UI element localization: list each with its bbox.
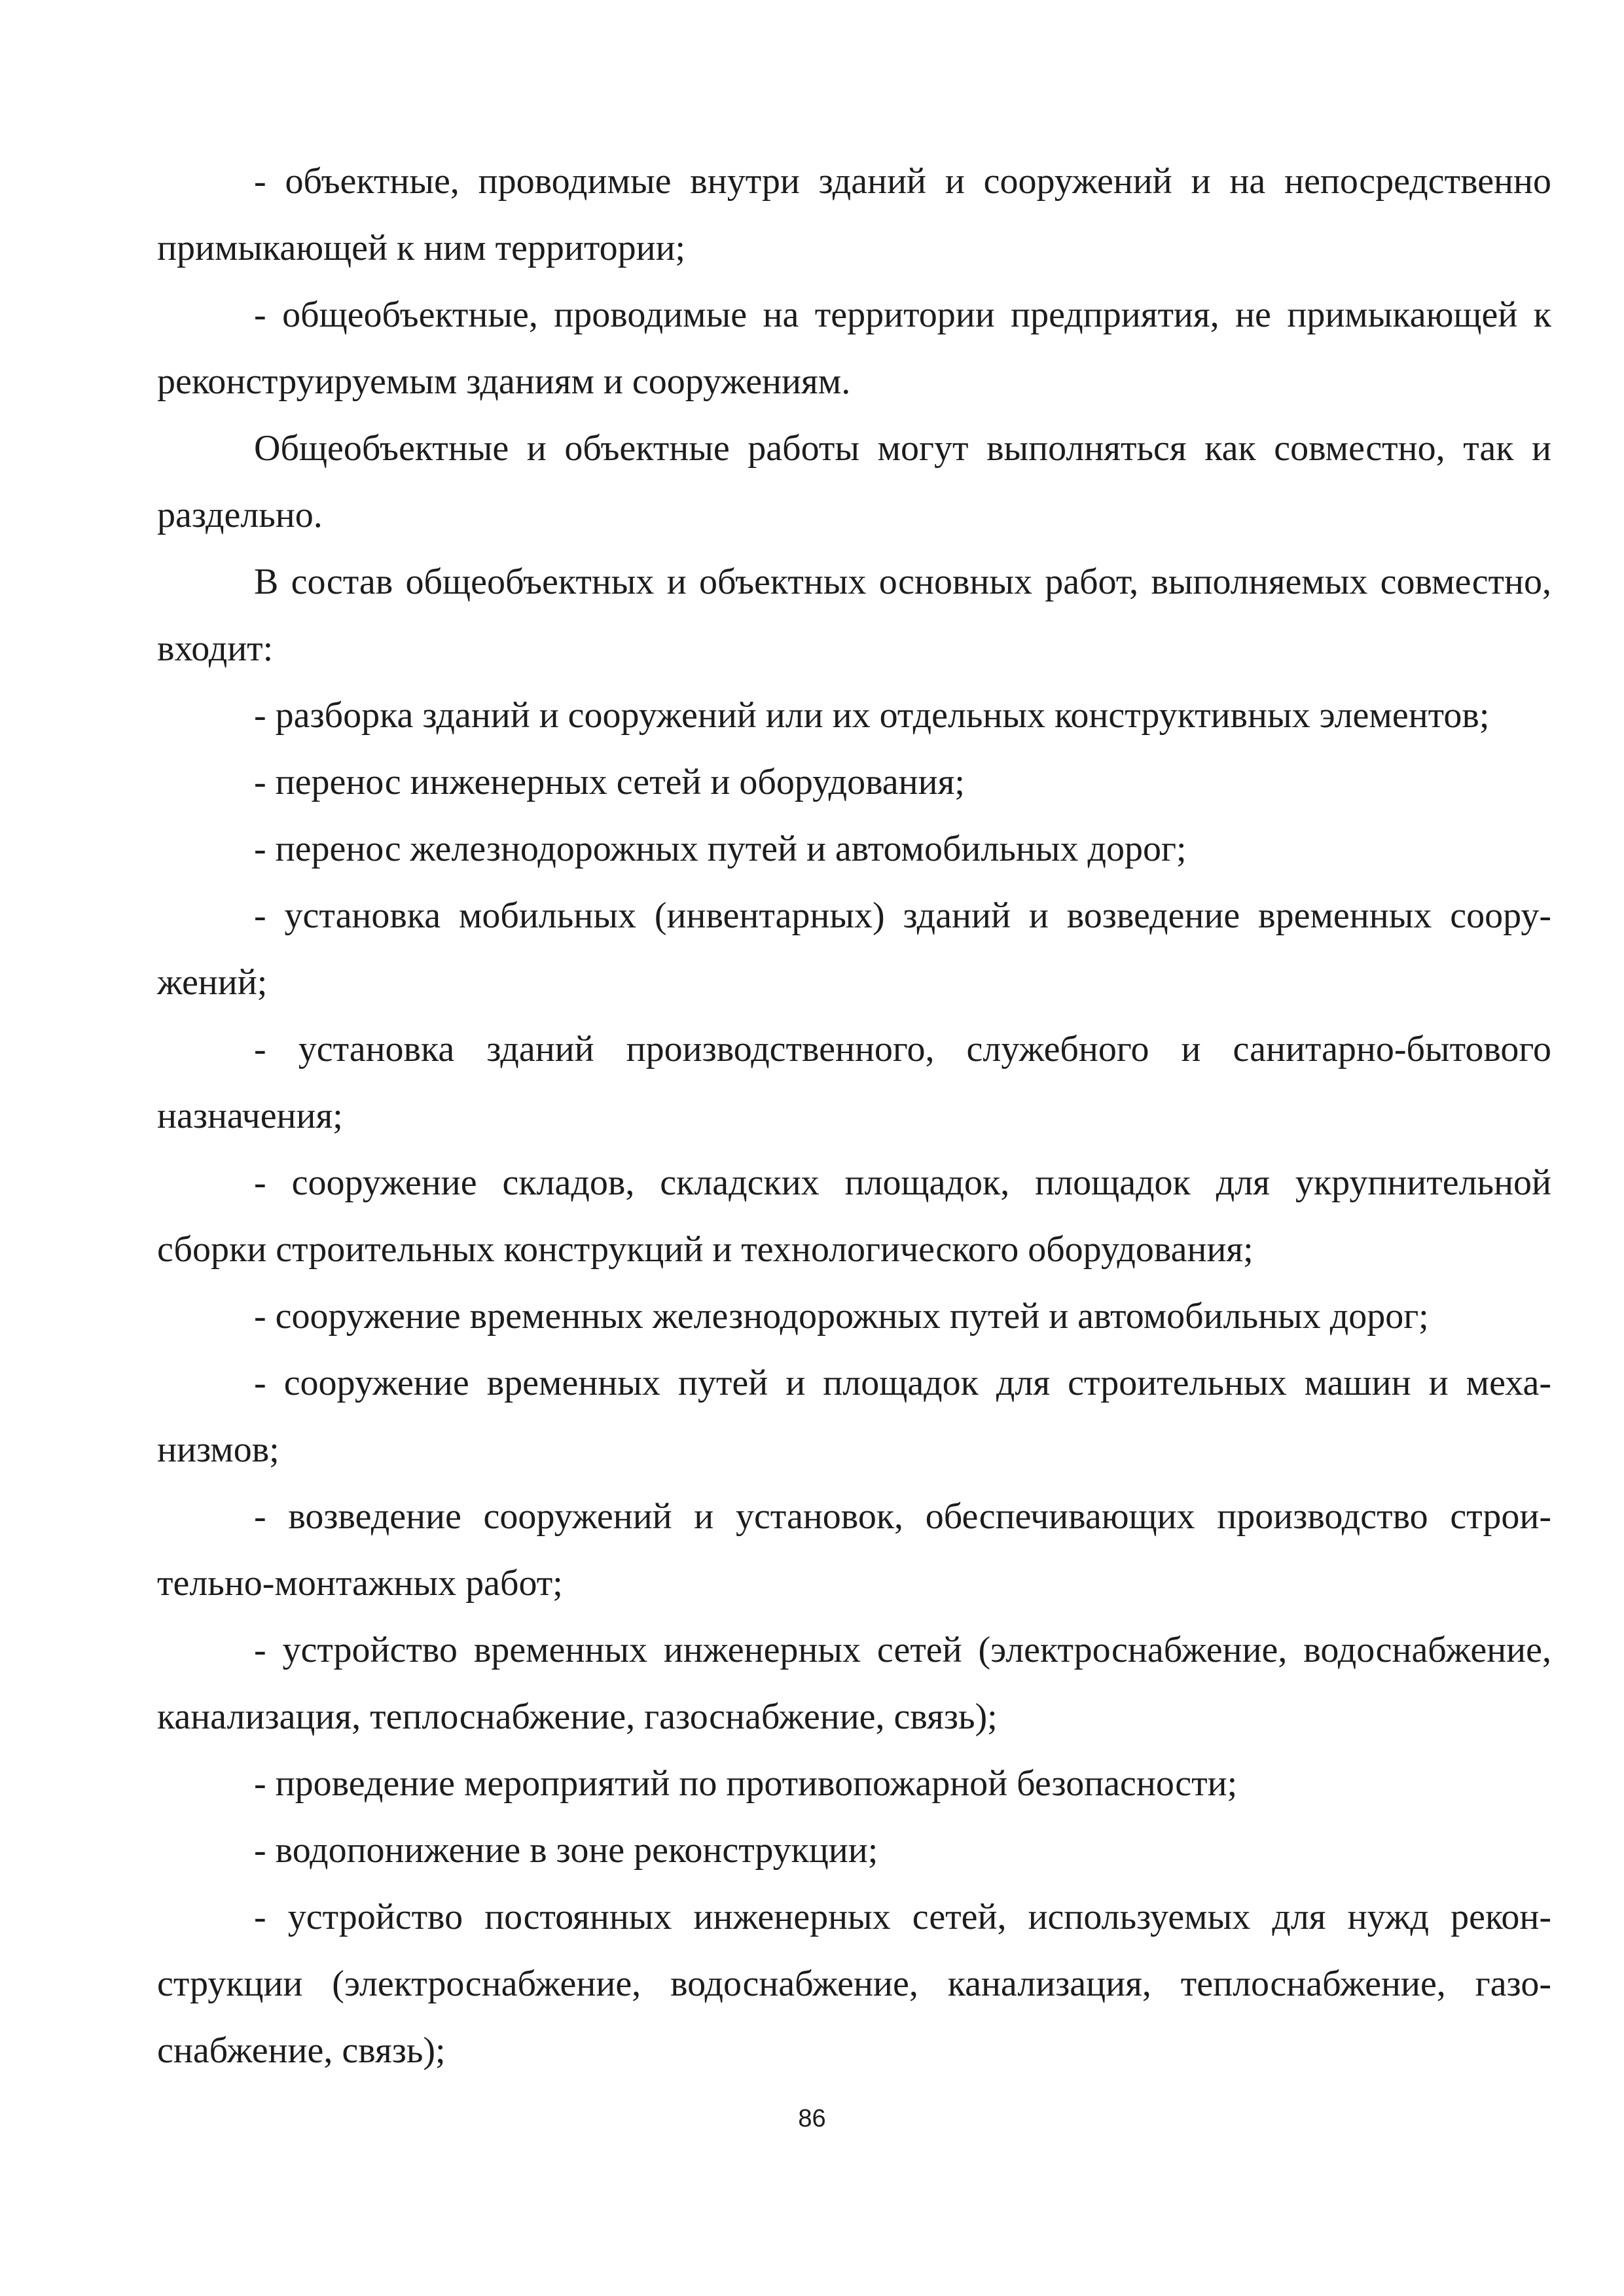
paragraph-joint-separate: Общеобъектные и объектные работы могут выполняться как совместно, так и раздельно. <box>157 428 1551 535</box>
list-item-fire-safety: - проведение мероприятий по противопожарной безопасности; <box>254 1763 1238 1804</box>
list-item-production-buildings: - установка зданий производственного, служебного и санитарно-бытового назначения; <box>157 1029 1551 1136</box>
list-item-machine-platforms: - сооружение временных путей и площадок для строительных машин и механизмов; <box>157 1363 1551 1470</box>
list-item-dismantling: - разборка зданий и сооружений или их отдельных конструктивных элементов; <box>254 695 1490 736</box>
list-item-support-structures: - возведение сооружений и установок, обеспечивающих производство строительно-монтажных работ; <box>157 1496 1551 1604</box>
list-item-dewatering: - водопонижение в зоне реконструкции; <box>254 1830 878 1871</box>
list-item-temporary-networks: - устройство временных инженерных сетей (электроснабжение, водоснабжение, канализация, теплоснабжение, газоснабжение, связь); <box>157 1630 1551 1737</box>
list-item-relocate-networks: - перенос инженерных сетей и оборудования; <box>254 762 965 802</box>
list-item-permanent-networks: - устройство постоянных инженерных сетей, используемых для нужд реконструкции (электроснабжение, водоснабжение, канализация, теплоснабжение, газоснабжение, связь); <box>157 1897 1551 2071</box>
paragraph-composition-intro: В состав общеобъектных и объектных основных работ, выполняемых совместно, входит: <box>157 562 1551 669</box>
paragraph-object-works: - объектные, проводимые внутри зданий и сооружений и на непосредственно примыкающей к ним территории; <box>157 161 1551 268</box>
list-item-relocate-roads: - перенос железнодорожных путей и автомобильных дорог; <box>254 829 1187 869</box>
document-body <box>157 148 1551 2084</box>
list-item-mobile-buildings: - установка мобильных (инвентарных) зданий и возведение временных сооружений; <box>157 895 1551 1003</box>
list-item-warehouses: - сооружение складов, складских площадок, площадок для укрупнительной сборки строительных конструкций и технологического оборудования; <box>157 1162 1551 1270</box>
page-number: 86 <box>798 2105 826 2132</box>
list-item-temporary-roads: - сооружение временных железнодорожных путей и автомобильных дорог; <box>254 1296 1429 1336</box>
paragraph-general-object-works: - общеобъектные, проводимые на территории предприятия, не примыкающей к реконструируемым зданиям и сооружениям. <box>157 295 1551 402</box>
